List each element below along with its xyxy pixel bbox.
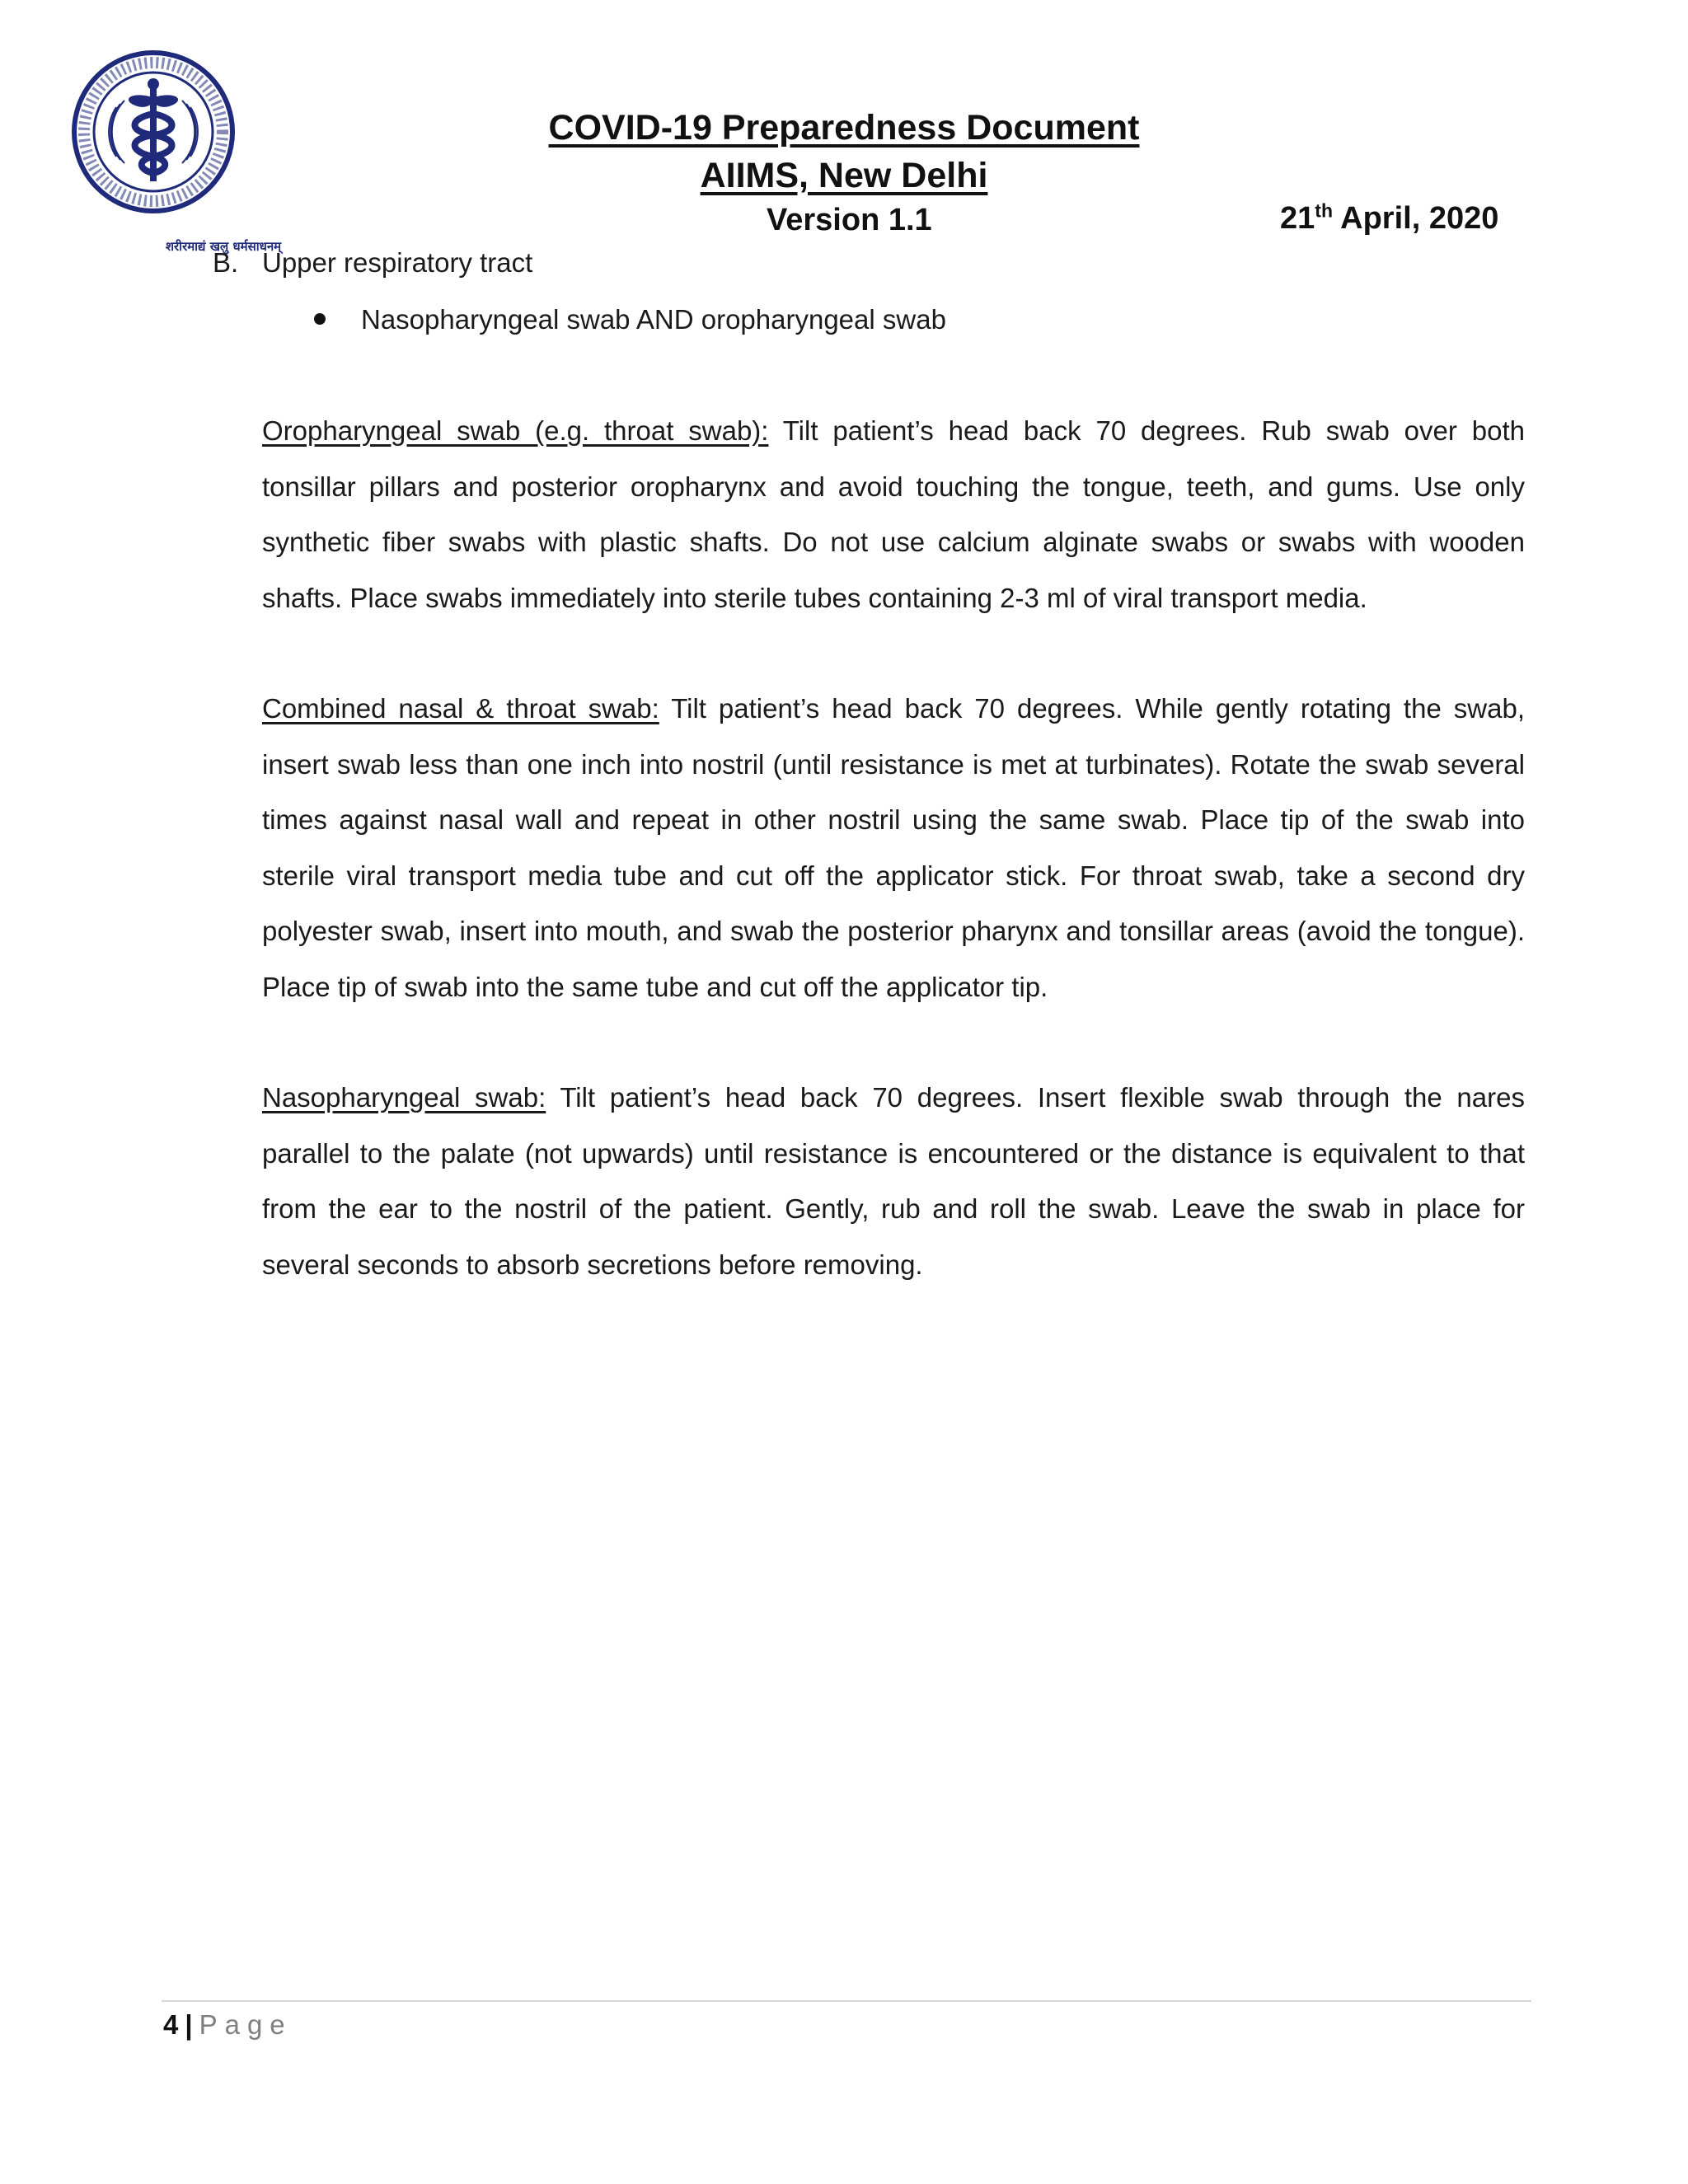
- paragraph-text: Tilt patient’s head back 70 degrees. Insert flexible swab through the nares parallel to the palate (not upwards) until resistance is encountered or the distance is equivalent to that from the ear to the nostril of the patient. Gently, rub and roll the swab. Leave the swab in place for several seconds to absorb secretions before removing.: [262, 1082, 1525, 1280]
- footer-separator: |: [185, 2009, 193, 2040]
- nasopharyngeal-paragraph: [262, 1070, 1525, 1292]
- page-label: Page: [199, 2009, 293, 2040]
- paragraph-label: Nasopharyngeal swab:: [262, 1082, 546, 1113]
- logo-motto: शरीरमाद्यं खलु धर्मसाधनम्: [165, 239, 282, 254]
- page-number: 4: [163, 2009, 179, 2040]
- document-date: [1280, 201, 1498, 237]
- date-day: 21: [1280, 201, 1315, 236]
- document-title: COVID-19 Preparedness Document: [548, 108, 1140, 148]
- page-footer: [163, 2009, 293, 2041]
- section-marker: B.: [213, 247, 239, 278]
- paragraph-text: Tilt patient’s head back 70 degrees. Rub swab over both tonsillar pillars and posterior oropharynx and avoid touching the tongue, teeth, and gums. Use only synthetic fiber swabs with plastic shafts. Do not use calcium alginate swabs or swabs with wooden shafts. Place swabs immediately into sterile tubes containing 2-3 ml of viral transport media.: [262, 415, 1525, 613]
- footer-divider: [162, 2000, 1531, 2002]
- paragraph-text: Tilt patient’s head back 70 degrees. While gently rotating the swab, insert swab less than one inch into nostril (until resistance is met at turbinates). Rotate the swab several times against nasal wall and repeat in other nostril using the same swab. Place tip of the swab into sterile viral transport media tube and cut off the applicator stick. For throat swab, take a second dry polyester swab, insert into mouth, and swab the posterior pharynx and tonsillar areas (avoid the tongue). Place tip of swab into the same tube and cut off the applicator tip.: [262, 693, 1525, 1002]
- bullet-item: Nasopharyngeal swab AND oropharyngeal swab: [361, 304, 946, 335]
- date-suffix: th: [1315, 199, 1333, 222]
- bullet-icon: [314, 313, 326, 325]
- combined-swab-paragraph: [262, 681, 1525, 1015]
- institution-title: AIIMS, New Delhi: [700, 156, 988, 195]
- oropharyngeal-paragraph: [262, 403, 1525, 626]
- paragraph-label: Combined nasal & throat swab:: [262, 693, 659, 724]
- paragraph-label: Oropharyngeal swab (e.g. throat swab):: [262, 415, 769, 446]
- version-label: Version 1.1: [767, 203, 932, 237]
- section-title: Upper respiratory tract: [262, 247, 533, 278]
- date-rest: April, 2020: [1333, 201, 1499, 236]
